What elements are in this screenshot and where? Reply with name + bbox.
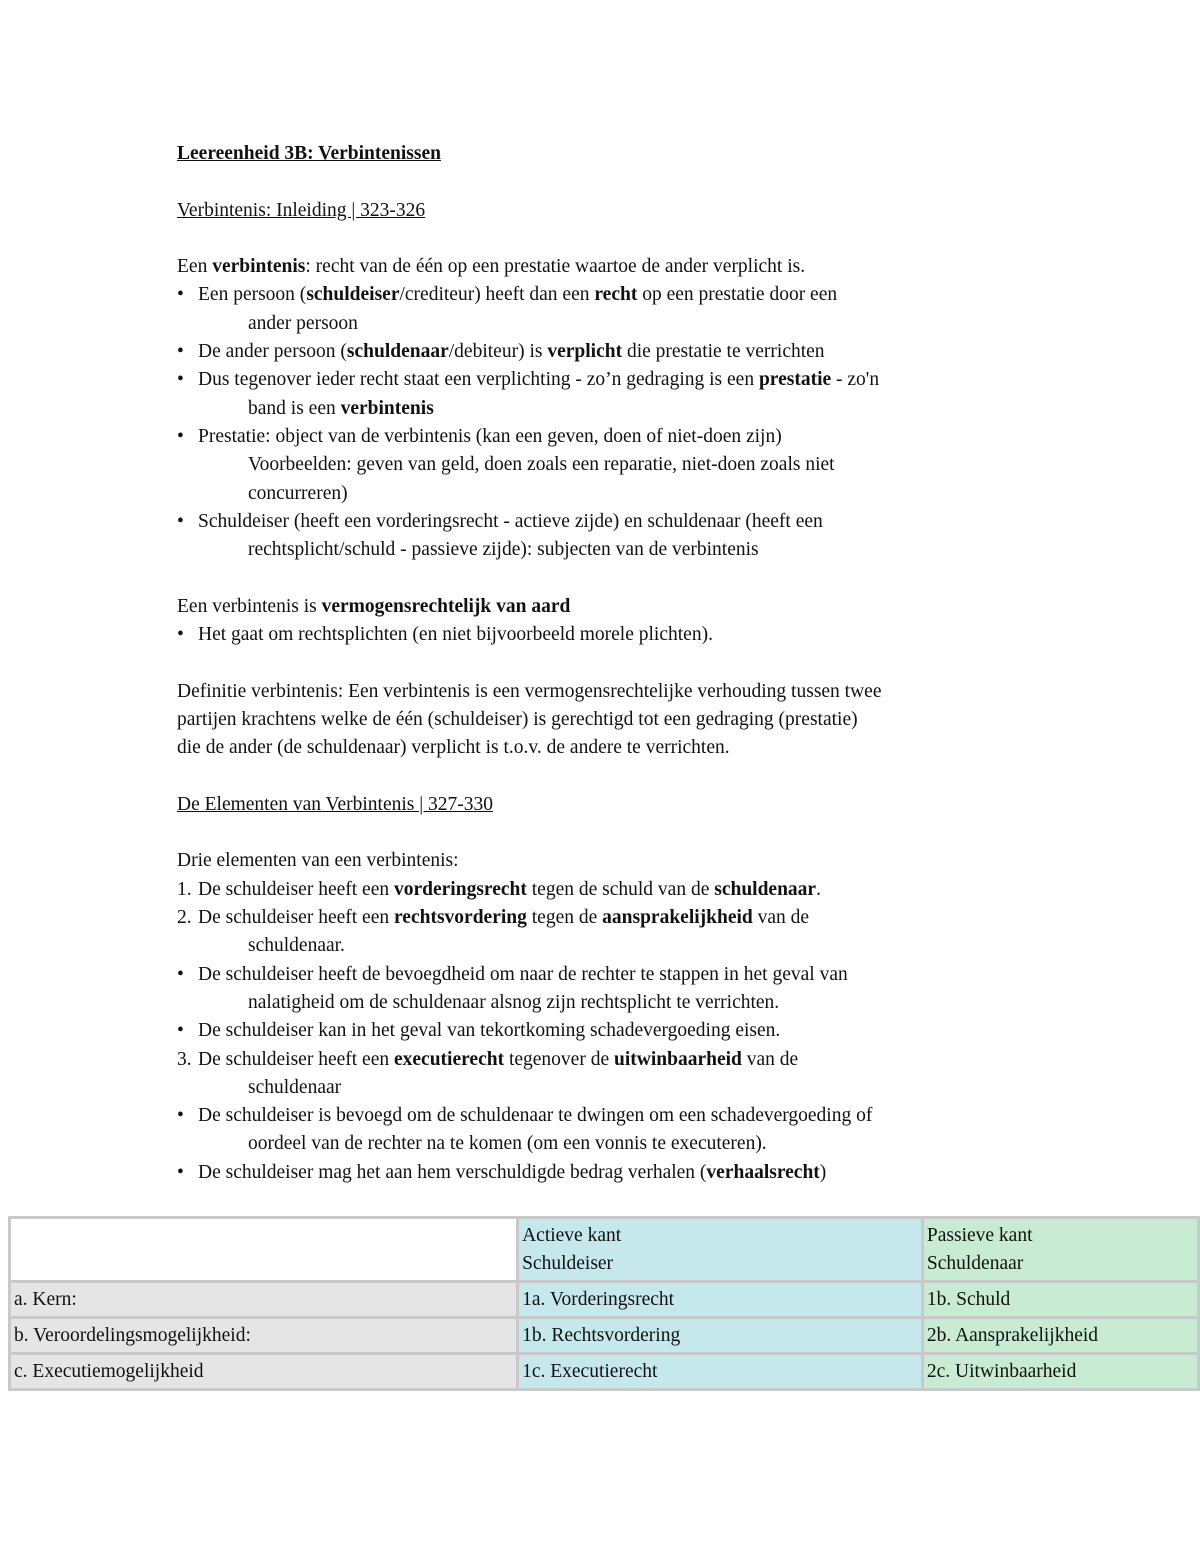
bold-term: verbintenis: [340, 397, 434, 419]
header-sublabel: Schuldenaar: [926, 1253, 1024, 1274]
table-cell: 1b. Rechtsvordering: [518, 1318, 923, 1354]
bold-term: schuldenaar: [346, 341, 449, 363]
bold-term: verhaalsrecht: [706, 1161, 820, 1183]
text-run: Schuldeiser (heeft een vorderingsrecht - actieve zijde) en schuldenaar (heeft een: [198, 510, 823, 532]
table-cell: a. Kern:: [10, 1282, 518, 1318]
aard-paragraph: [177, 593, 1037, 621]
list-item-text: [198, 341, 825, 362]
text-run: op een prestatie door een: [637, 284, 838, 306]
intro-text: : recht van de één op een prestatie waartoe de ander verplicht is.: [305, 256, 806, 278]
bold-term: verplicht: [547, 341, 623, 363]
elementen-intro: Drie elementen van een verbintenis:: [177, 850, 459, 872]
spacer: [177, 763, 1037, 791]
list-item-text: Het gaat om rechtsplichten (en niet bijvoorbeeld morele plichten).: [198, 624, 713, 646]
list-item-continuation: [177, 932, 1037, 960]
bullet-marker: •: [177, 341, 184, 363]
list-item: [177, 1046, 1037, 1074]
list-item-continuation: [177, 480, 1037, 508]
text-run: De schuldeiser heeft een: [198, 878, 394, 900]
list-item-continuation: [177, 536, 1037, 564]
table-header-cell-passieve: [922, 1218, 1198, 1282]
text-run: - zo'n: [831, 369, 880, 391]
bold-term: uitwinbaarheid: [614, 1048, 742, 1070]
text-run: die prestatie te verrichten: [622, 341, 825, 363]
list-item: [177, 281, 1037, 309]
bullet-marker: 3.: [177, 1048, 192, 1070]
table-header-cell-actieve: [518, 1218, 923, 1282]
header-label: Actieve kant: [522, 1225, 622, 1246]
text-run: schuldenaar.: [248, 935, 345, 957]
list-item-continuation: [177, 395, 1037, 423]
list-item-text: [198, 964, 848, 985]
list-item-continuation: [177, 1074, 1037, 1102]
bold-term: schuldenaar: [714, 878, 817, 900]
list-item-text: [198, 284, 837, 305]
header-label: Passieve kant: [926, 1225, 1033, 1246]
text-run: De schuldeiser heeft een: [198, 907, 394, 929]
list-item: [177, 961, 1037, 989]
list-item-text: [198, 1020, 780, 1041]
list-item: [177, 876, 1037, 904]
table-cell: b. Veroordelingsmogelijkheid:: [10, 1318, 518, 1354]
bold-term: schuldeiser: [306, 284, 400, 306]
text-run: De ander persoon (: [198, 341, 347, 363]
spacer: [177, 168, 1037, 196]
bullet-marker: 1.: [177, 878, 192, 900]
list-item-continuation: [177, 310, 1037, 338]
spacer: [177, 564, 1037, 592]
bullet-marker: •: [177, 425, 184, 447]
text-run: ander persoon: [248, 312, 358, 334]
bullet-marker: 2.: [177, 907, 192, 929]
text-run: nalatigheid om de schuldenaar alsnog zijn rechtsplicht te verrichten.: [248, 991, 780, 1013]
text-run: Een persoon (: [198, 284, 307, 306]
text-run: tegen de: [526, 907, 603, 929]
aard-bold-term: vermogensrechtelijk van aard: [321, 595, 571, 617]
intro-bold-term: verbintenis: [212, 256, 306, 278]
aard-text: Een verbintenis is: [177, 595, 322, 617]
page-title: Leereenheid 3B: Verbintenissen: [177, 143, 441, 164]
list-item-text: [198, 879, 821, 900]
text-run: van de: [752, 907, 810, 929]
text-run: tegen de schuld van de: [526, 878, 715, 900]
spacer: [177, 225, 1037, 253]
bullet-marker: •: [177, 1105, 184, 1127]
text-run: Prestatie: object van de verbintenis (kan een geven, doen of niet-doen zijn): [198, 425, 782, 447]
bold-term: recht: [594, 284, 638, 306]
list-item-text: [198, 1162, 826, 1183]
list-item-text: [198, 1049, 798, 1070]
list-item: [177, 366, 1037, 394]
intro-paragraph: [177, 253, 1037, 281]
text-run: De schuldeiser heeft een: [198, 1048, 394, 1070]
table-row: [10, 1318, 1199, 1354]
section-heading-elementen: De Elementen van Verbintenis | 327-330: [177, 793, 494, 815]
definition-line: partijen krachtens welke de één (schuldeiser) is gerechtigd tot een gedraging (prestatie): [177, 708, 858, 730]
spacer: [177, 649, 1037, 677]
spacer: [177, 819, 1037, 847]
list-item: [177, 423, 1037, 451]
text-run: De schuldeiser heeft de bevoegdheid om naar de rechter te stappen in het geval van: [198, 963, 848, 985]
table-cell: 1b. Schuld: [922, 1282, 1198, 1318]
text-run: oordeel van de rechter na te komen (om een vonnis te executeren).: [248, 1133, 767, 1155]
bullet-marker: •: [177, 963, 184, 985]
bold-term: executierecht: [394, 1048, 505, 1070]
bold-term: prestatie: [758, 369, 832, 391]
table-cell: 1a. Vorderingsrecht: [518, 1282, 923, 1318]
list-item-text: [198, 907, 809, 928]
table-header-row: [10, 1218, 1199, 1282]
bold-term: vorderingsrecht: [394, 878, 527, 900]
text-run: De schuldeiser kan in het geval van tekortkoming schadevergoeding eisen.: [198, 1020, 781, 1042]
list-item-text: [198, 426, 782, 447]
list-item-continuation: [177, 1130, 1037, 1158]
bullet-marker: •: [177, 284, 184, 306]
bullet-marker: •: [177, 624, 184, 646]
text-run: schuldenaar: [248, 1076, 342, 1098]
table-cell: c. Executiemogelijkheid: [10, 1354, 518, 1390]
bullet-marker: •: [177, 1020, 184, 1042]
table-header-cell: [10, 1218, 518, 1282]
text-run: De schuldeiser is bevoegd om de schuldenaar te dwingen om een schadevergoeding of: [198, 1105, 873, 1127]
text-run: /crediteur) heeft dan een: [399, 284, 595, 306]
list-item: [177, 904, 1037, 932]
list-item: [177, 1017, 1037, 1045]
bold-term: aansprakelijkheid: [602, 907, 753, 929]
text-run: concurreren): [248, 482, 348, 504]
list-item-text: [198, 1105, 872, 1126]
definition-line: Definitie verbintenis: Een verbintenis is een vermogensrechtelijke verhouding tussen twee: [177, 680, 882, 702]
text-run: /debiteur) is: [448, 341, 548, 363]
list-item: [177, 508, 1037, 536]
bullet-marker: •: [177, 1161, 184, 1183]
list-item-continuation: [177, 451, 1037, 479]
list-item-continuation: [177, 989, 1037, 1017]
text-run: band is een: [248, 397, 341, 419]
table-cell: 2c. Uitwinbaarheid: [922, 1354, 1198, 1390]
summary-table: [8, 1216, 1200, 1391]
list-item: [177, 621, 1037, 649]
intro-text: Een: [177, 256, 213, 278]
section-heading-inleiding: Verbintenis: Inleiding | 323-326: [177, 199, 426, 221]
table-row: [10, 1354, 1199, 1390]
definition-line: die de ander (de schuldenaar) verplicht is t.o.v. de andere te verrichten.: [177, 737, 730, 759]
list-item: [177, 1159, 1037, 1187]
list-item: [177, 338, 1037, 366]
list-item-text: [198, 369, 879, 390]
text-run: .: [816, 878, 821, 900]
elementen-list: [177, 876, 1037, 1187]
text-run: ): [819, 1161, 827, 1183]
text-run: Voorbeelden: geven van geld, doen zoals een reparatie, niet-doen zoals niet: [248, 454, 835, 476]
text-run: tegenover de: [504, 1048, 614, 1070]
bullet-marker: •: [177, 510, 184, 532]
table-cell: 2b. Aansprakelijkheid: [922, 1318, 1198, 1354]
text-run: rechtsplicht/schuld - passieve zijde): subjecten van de verbintenis: [248, 539, 759, 561]
header-sublabel: Schuldeiser: [522, 1253, 614, 1274]
text-run: Dus tegenover ieder recht staat een verplichting - zo’n gedraging is een: [198, 369, 759, 391]
document-body: [177, 140, 1037, 1187]
table-row: [10, 1282, 1199, 1318]
text-run: De schuldeiser mag het aan hem verschuldigde bedrag verhalen (: [198, 1161, 707, 1183]
inleiding-bullet-list: [177, 281, 1037, 564]
table-cell: 1c. Executierecht: [518, 1354, 923, 1390]
bold-term: rechtsvordering: [394, 907, 527, 929]
list-item: [177, 1102, 1037, 1130]
text-run: van de: [741, 1048, 799, 1070]
list-item-text: [198, 511, 823, 532]
bullet-marker: •: [177, 369, 184, 391]
